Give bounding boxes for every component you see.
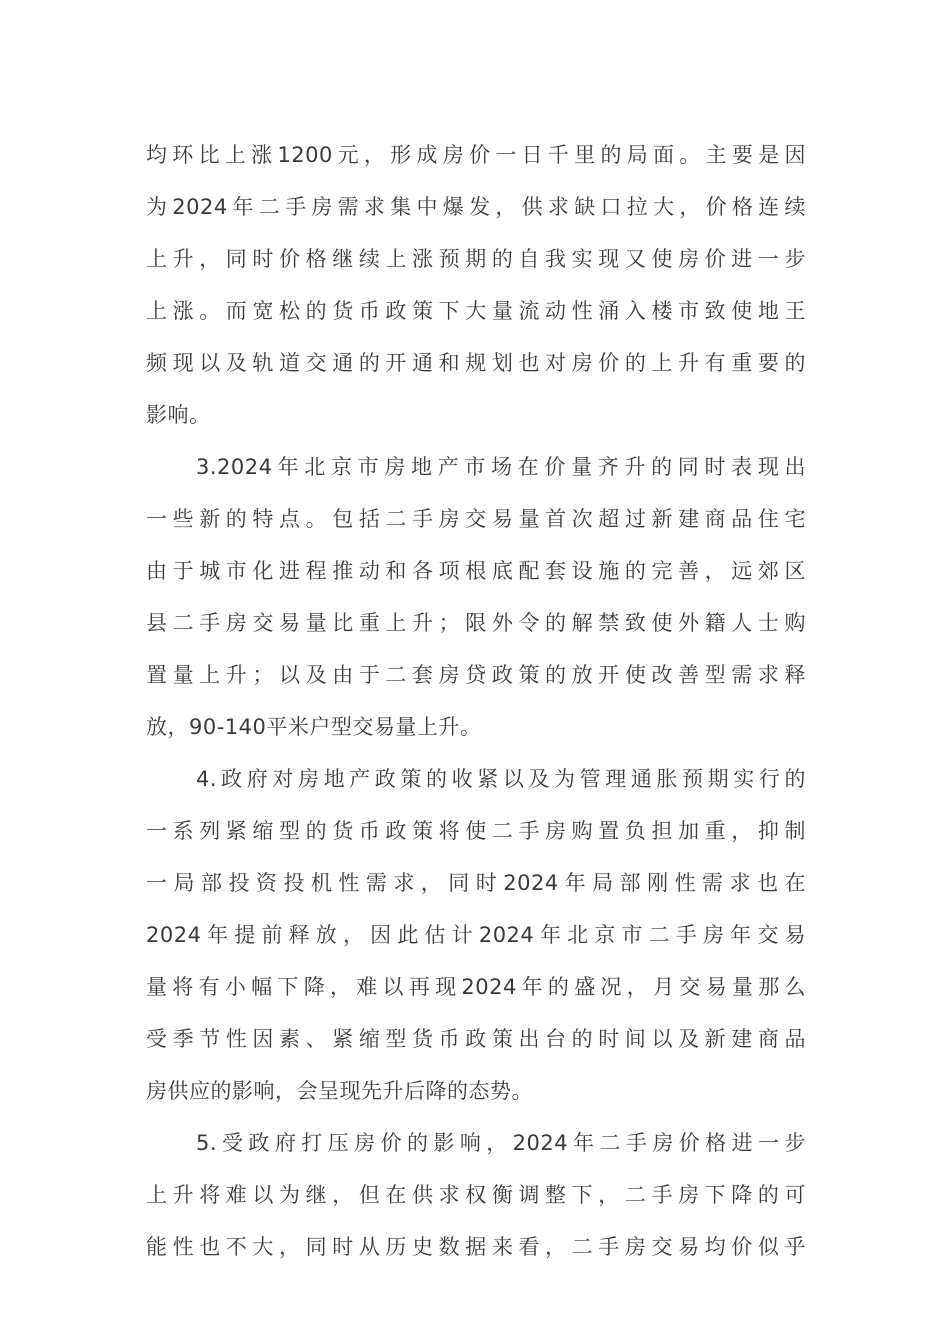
text-line: 受季节性因素、紧缩型货币政策出台的时间以及新建商品 [146, 1027, 806, 1051]
text-line: 一系列紧缩型的货币政策将使二手房购置负担加重，抑制 [146, 819, 806, 843]
text-line: 2024年提前释放，因此估计2024年北京市二手房年交易 [146, 923, 806, 947]
text-line: 上升将难以为继，但在供求权衡调整下，二手房下降的可 [146, 1183, 806, 1207]
text-line: 一局部投资投机性需求，同时2024年局部刚性需求也在 [146, 871, 806, 895]
text-line: 一些新的特点。包括二手房交易量首次超过新建商品住宅 [146, 507, 806, 531]
text-line: 频现以及轨道交通的开通和规划也对房价的上升有重要的 [146, 351, 806, 375]
text-line: 上涨。而宽松的货币政策下大量流动性涌入楼市致使地王 [146, 299, 806, 323]
text-line: 影响。 [146, 403, 211, 427]
text-line: 由于城市化进程推动和各项根底配套设施的完善，远郊区 [146, 559, 806, 583]
text-line: 放，90-140平米户型交易量上升。 [146, 715, 482, 739]
text-line: 量将有小幅下降，难以再现2024年的盛况，月交易量那么 [146, 975, 806, 999]
paragraph-4-first-line: 4.政府对房地产政策的收紧以及为管理通胀预期实行的 [196, 767, 806, 791]
text-line: 房供应的影响，会呈现先升后降的态势。 [146, 1079, 533, 1103]
text-line: 为2024年二手房需求集中爆发，供求缺口拉大，价格连续 [146, 195, 806, 219]
text-line: 置量上升；以及由于二套房贷政策的放开使改善型需求释 [146, 663, 806, 687]
text-line: 县二手房交易量比重上升；限外令的解禁致使外籍人士购 [146, 611, 806, 635]
text-line: 均环比上涨1200元，形成房价一日千里的局面。主要是因 [146, 143, 806, 167]
paragraph-5-first-line: 5.受政府打压房价的影响，2024年二手房价格进一步 [196, 1131, 806, 1155]
body-text [146, 129, 806, 1273]
text-line: 上升，同时价格继续上涨预期的自我实现又使房价进一步 [146, 247, 806, 271]
paragraph-3-first-line: 3.2024年北京市房地产市场在价量齐升的同时表现出 [196, 455, 806, 479]
text-line: 能性也不大，同时从历史数据来看，二手房交易均价似乎 [146, 1235, 806, 1259]
